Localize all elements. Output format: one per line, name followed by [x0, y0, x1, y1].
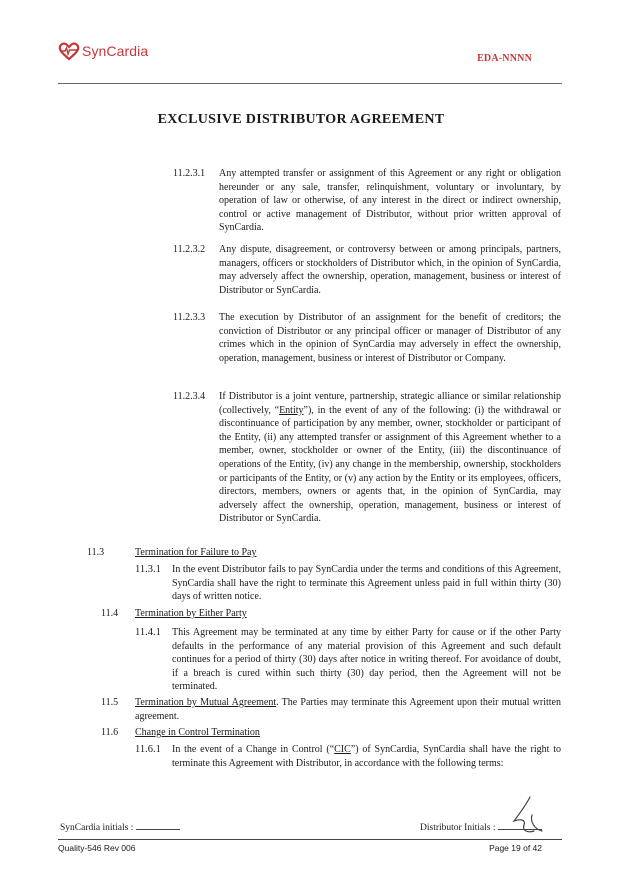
section-number: 11.3	[87, 547, 105, 558]
logo-text: SynCardia	[82, 43, 149, 59]
syncardia-logo	[58, 38, 148, 64]
syncardia-initials-line	[60, 820, 180, 833]
subsection-number: 11.3.1	[135, 564, 161, 575]
section-number: 11.6	[101, 727, 119, 738]
section-number: 11.4	[101, 608, 119, 619]
document-code: EDA-NNNN	[477, 53, 532, 64]
defined-term: CIC	[334, 744, 351, 755]
defined-term: Entity	[279, 404, 304, 416]
section-text-part: . The Parties may terminate this Agreement upon their mutual written agreement.	[135, 697, 561, 722]
section-text	[135, 696, 561, 723]
page-number: Page 19 of 42	[489, 843, 542, 853]
subsection-text: In the event Distributor fails to pay SynCardia under the terms and conditions of this Agreement, SynCardia shall have the right to terminate this Agreement unless paid in full within thirty (30) days of written notice.	[172, 564, 561, 603]
section-heading: Termination by Either Party	[135, 608, 247, 619]
clause-text: Any attempted transfer or assignment of this Agreement or any right or obligation hereunder or any sale, transfer, relinquishment, voluntary or involuntary, by operation of law or otherwise, of any interest in the direct or indirect ownership, control or active management of Distributor, without prior written approval of SynCardia.	[219, 168, 561, 234]
distributor-initials-label: Distributor Initials :	[420, 823, 496, 833]
clause-text-part: If Distributor is a joint venture, partnership, strategic alliance or similar relationship (collectively, “	[219, 391, 561, 416]
section-heading: Termination for Failure to Pay	[135, 547, 257, 558]
subsection-text-part: ”) of SynCardia, SynCardia shall have the right to terminate this Agreement with Distributor, in accordance with the following terms:	[172, 744, 561, 769]
subsection-text	[172, 743, 561, 770]
subsection-text: This Agreement may be terminated at any time by either Party for cause or if the other Party defaults in the performance of any material provision of this Agreement and such default continues for a period of thirty (30) days after notice in writing thereof. For avoidance of doubt, if a breach is cured within such thirty (30) day period, then the Agreement will not be terminated.	[172, 627, 561, 693]
clause-number: 11.2.3.3	[173, 312, 206, 323]
clause-text-part: ”), in the event of any of the following: (i) the withdrawal or discontinuance of participation by any member, owner, stockholder or participant of the Entity, (ii) any attempted transfer or assignment of this Agreement whether to a member, owner, stockholder or owner of the Entity, (iii) the discontinuance of operations of the Entity, (iv) any change in the membership, ownership, stockholders or participants of the Entity, or (v) any action by the Entity or its employees, officers, directors, members, owners or agents that, in the opinion of SynCardia, may adversely affect the ownership, operation, management, business or interest of Distributor or SynCardia.	[219, 404, 562, 525]
syncardia-initials-label: SynCardia initials :	[60, 823, 134, 833]
section-number: 11.5	[101, 697, 119, 708]
subsection-number: 11.4.1	[135, 627, 161, 638]
handwritten-initials-signature	[500, 795, 550, 837]
subsection-text-part: In the event of a Change in Control (“	[172, 744, 335, 755]
header-divider	[58, 83, 562, 84]
page-title: EXCLUSIVE DISTRIBUTOR AGREEMENT	[157, 112, 445, 127]
clause-text	[219, 390, 561, 526]
clause-number: 11.2.3.4	[173, 391, 206, 402]
footer-divider	[58, 839, 562, 840]
clause-text: Any dispute, disagreement, or controversy between or among principals, partners, managers, officers or stockholders of Distributor which, in the opinion of SynCardia, may adversely affect the ownership, operation, management, business or interest of Distributor or SynCardia.	[219, 244, 561, 296]
heart-logo-icon	[58, 41, 80, 61]
clause-number: 11.2.3.1	[173, 168, 206, 179]
subsection-number: 11.6.1	[135, 744, 161, 755]
syncardia-initials-blank	[136, 820, 180, 830]
section-heading: Change in Control Termination	[135, 727, 260, 738]
clause-text: The execution by Distributor of an assignment for the benefit of creditors; the conviction of Distributor or any principal officer or manager of Distributor of any crimes which in the opinion of SynCardia may adversely in effect the ownership, operation, management, business or interest of Distributor or Company.	[219, 312, 561, 364]
form-id: Quality-546 Rev 006	[58, 843, 136, 853]
clause-number: 11.2.3.2	[173, 244, 206, 255]
section-heading: Termination by Mutual Agreement	[135, 697, 277, 708]
